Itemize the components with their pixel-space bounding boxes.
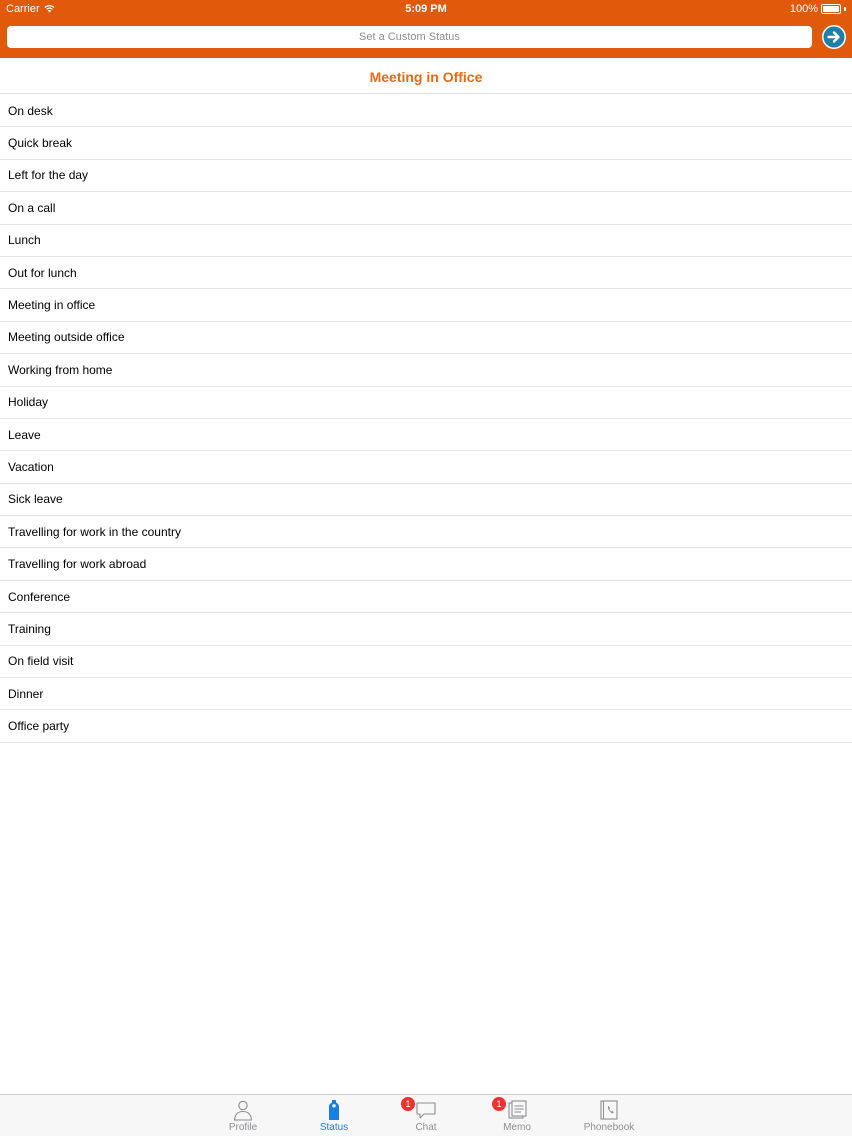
custom-status-input[interactable] (7, 26, 812, 48)
memo-badge: 1 (492, 1097, 506, 1111)
battery-icon (821, 4, 841, 14)
tab-memo-label: Memo (503, 1122, 531, 1133)
status-option-meeting-in-office[interactable]: Meeting in office (0, 289, 852, 321)
status-option-on-field-visit[interactable]: On field visit (0, 646, 852, 678)
tab-phonebook-label: Phonebook (583, 1122, 635, 1133)
memo-icon (506, 1099, 528, 1121)
tab-profile-label: Profile (228, 1122, 258, 1133)
status-option-travelling-abroad[interactable]: Travelling for work abroad (0, 548, 852, 580)
status-option-on-desk[interactable]: On desk (0, 95, 852, 127)
chat-badge: 1 (401, 1097, 415, 1111)
status-options-list (0, 95, 852, 743)
tab-chat[interactable] (386, 1099, 466, 1137)
status-option-sick-leave[interactable]: Sick leave (0, 484, 852, 516)
chat-bubble-icon (415, 1099, 437, 1121)
status-option-on-a-call[interactable]: On a call (0, 192, 852, 224)
tab-profile[interactable] (203, 1099, 283, 1137)
phonebook-icon (598, 1099, 620, 1121)
status-option-travelling-in-country[interactable]: Travelling for work in the country (0, 516, 852, 548)
person-icon (232, 1099, 254, 1121)
status-option-leave[interactable]: Leave (0, 419, 852, 451)
status-option-quick-break[interactable]: Quick break (0, 127, 852, 159)
door-hanger-icon (323, 1099, 345, 1121)
tab-status-label: Status (319, 1122, 349, 1133)
status-option-office-party[interactable]: Office party (0, 710, 852, 742)
status-option-meeting-outside-office[interactable]: Meeting outside office (0, 322, 852, 354)
status-option-lunch[interactable]: Lunch (0, 225, 852, 257)
tab-status[interactable] (294, 1099, 374, 1137)
submit-custom-status-button[interactable] (822, 25, 846, 49)
battery-tip (844, 7, 846, 11)
current-status-title: Meeting in Office (0, 58, 852, 94)
status-option-vacation[interactable]: Vacation (0, 451, 852, 483)
carrier-label: Carrier (6, 3, 40, 15)
status-option-dinner[interactable]: Dinner (0, 678, 852, 710)
status-option-conference[interactable]: Conference (0, 581, 852, 613)
clock: 5:09 PM (405, 3, 447, 15)
custom-status-bar (0, 18, 852, 58)
status-option-out-for-lunch[interactable]: Out for lunch (0, 257, 852, 289)
status-option-left-for-the-day[interactable]: Left for the day (0, 160, 852, 192)
battery-percent: 100% (789, 3, 818, 15)
tab-phonebook[interactable] (569, 1099, 649, 1137)
arrow-right-circle-icon (822, 25, 846, 49)
tab-memo[interactable] (477, 1099, 557, 1137)
status-option-training[interactable]: Training (0, 613, 852, 645)
battery-indicator (790, 3, 846, 15)
status-option-working-from-home[interactable]: Working from home (0, 354, 852, 386)
status-option-holiday[interactable]: Holiday (0, 387, 852, 419)
tab-bar (0, 1094, 852, 1136)
status-bar (0, 0, 852, 18)
tab-chat-label: Chat (415, 1122, 437, 1133)
